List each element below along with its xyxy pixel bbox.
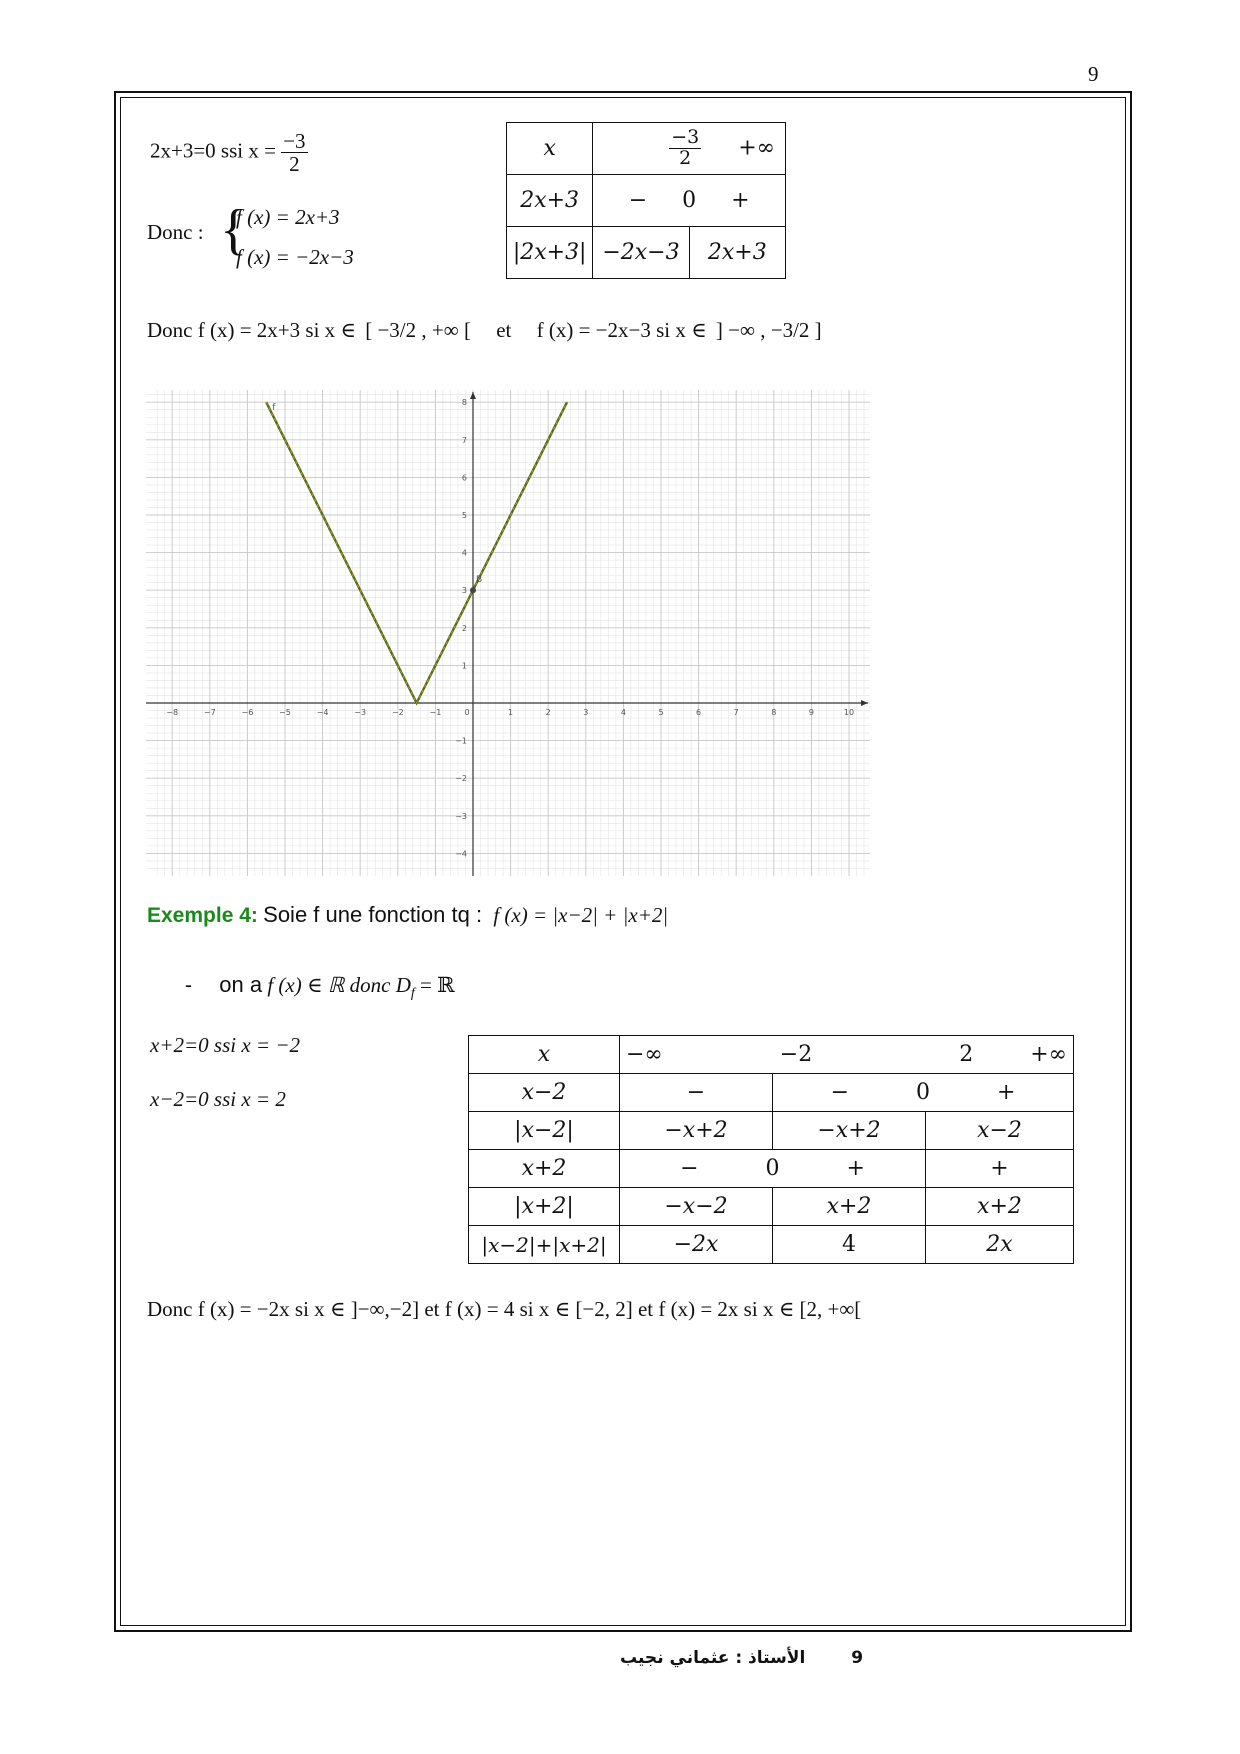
example4-formula: f (x) = |x−2| + |x+2| [493,903,669,927]
table2-cell: −x+2 [620,1112,773,1150]
x-tick-label: −6 [241,708,254,717]
y-tick-label: −1 [455,736,467,746]
x-tick-label: −3 [354,708,367,717]
x-tick-label: 2 [545,708,551,717]
table2-row-label: |x−2| [469,1112,620,1150]
example4-heading: Exemple 4: [147,904,258,927]
table2-row-label: x+2 [469,1150,620,1188]
y-tick-label: 4 [461,548,467,558]
curve-label: f [272,403,276,414]
x-tick-label: −8 [166,708,179,717]
system-line-1: f (x) = 2x+3 [236,205,340,229]
page-number-top: 9 [1088,62,1099,86]
donc-label: Donc : [147,220,204,244]
table2-row-label: |x+2| [469,1188,620,1226]
table2-cell: x+2 [926,1188,1074,1226]
table2-cell: x−2 [926,1112,1074,1150]
table1-row2-left: −2x−3 [593,227,689,279]
x-tick-label: 6 [696,708,702,717]
table2-cell: −x+2 [773,1112,926,1150]
y-tick-label: −3 [455,811,467,821]
x-tick-label: −7 [203,708,216,717]
footer-page-number: 9 [851,1648,864,1668]
table2-cell: − [620,1074,773,1112]
table1-row1-signs: − 0 + [593,175,786,227]
x-tick-label: 5 [658,708,664,717]
x-tick-label: −1 [429,708,442,717]
bullet-line: - on a f (x) ∈ ℝ donc $D_f$ = ℝ [185,972,455,1002]
table1-header-x: x [507,123,593,175]
y-tick-label: 8 [461,398,467,408]
y-tick-label: −2 [455,774,467,784]
point-B-label: B [476,575,483,586]
condition-1: x+2=0 ssi x = −2 [150,1033,301,1057]
table2-cell: + [926,1150,1074,1188]
table2-cell: − 0 + [620,1150,926,1188]
x-tick-label: 9 [808,708,814,717]
x-tick-label: 3 [583,708,589,717]
y-tick-label: 5 [461,511,467,520]
y-tick-label: 6 [461,473,467,483]
x-tick-label: −2 [391,708,404,717]
condition-2: x−2=0 ssi x = 2 [150,1087,286,1111]
table2-cell: x+2 [773,1188,926,1226]
y-tick-label: 1 [461,661,467,671]
table1-row2-right: 2x+3 [689,227,785,279]
footer [620,1648,863,1668]
example4-text: Soie f une fonction tq : [263,902,483,927]
x-tick-label: 7 [733,708,739,717]
x-tick-label: −4 [316,708,329,717]
table2-cell: −2x [620,1226,773,1264]
table2-cell: −x−2 [620,1188,773,1226]
table2-row-label: |x−2|+|x+2| [469,1226,620,1264]
sign-table-2 [468,1035,1074,1264]
equation-2x-plus-3: 2x+3=0 ssi x = $\frac{-3}{2}$ [150,129,306,177]
system-brace: { [220,199,247,261]
conclusion-2: Donc f (x) = −2x si x ∈ ]−∞,−2] et f (x) = 4 si x ∈ [−2, 2] et f (x) = 2x si x ∈ [2, +∞[ [147,1297,862,1321]
x-tick-label: 1 [508,708,514,717]
conclusion-1: Donc f (x) = 2x+3 si x ∈ [ −3/2 , +∞ [ et f (x) = −2x−3 si x ∈ ] −∞ , −3/2 ] [147,318,822,342]
x-tick-label: 0 [464,708,470,717]
footer-author: الأستاذ : عثماني نجيب [620,1648,806,1668]
system-line-2: f (x) = −2x−3 [236,245,354,269]
x-tick-label: 4 [620,708,626,717]
table2-header-x: x [469,1036,620,1074]
table1-row1-label: 2x+3 [507,175,593,227]
table2-cell: 2x [926,1226,1074,1264]
table2-cell: − 0 + [773,1074,1074,1112]
x-tick-label: 10 [843,708,855,717]
table2-cell: 4 [773,1226,926,1264]
y-tick-label: 7 [461,435,467,445]
y-tick-label: 3 [461,586,467,596]
example4-line [147,902,668,928]
table2-row-label: x−2 [469,1074,620,1112]
y-tick-label: 2 [461,623,467,633]
x-tick-label: 8 [771,708,777,717]
table1-row2-label: |2x+3| [507,227,593,279]
table2-header-values: −∞ −2 2 +∞ [620,1036,1074,1074]
sign-table-1 [506,122,786,279]
y-axis-arrow [470,392,476,399]
point-B [470,587,476,593]
x-tick-label: −5 [279,708,291,717]
table1-header-values: $\frac{-3}{2}$ +∞ [593,123,786,175]
function-graph [146,390,870,876]
x-axis-arrow [861,700,868,706]
y-tick-label: −4 [455,849,467,859]
